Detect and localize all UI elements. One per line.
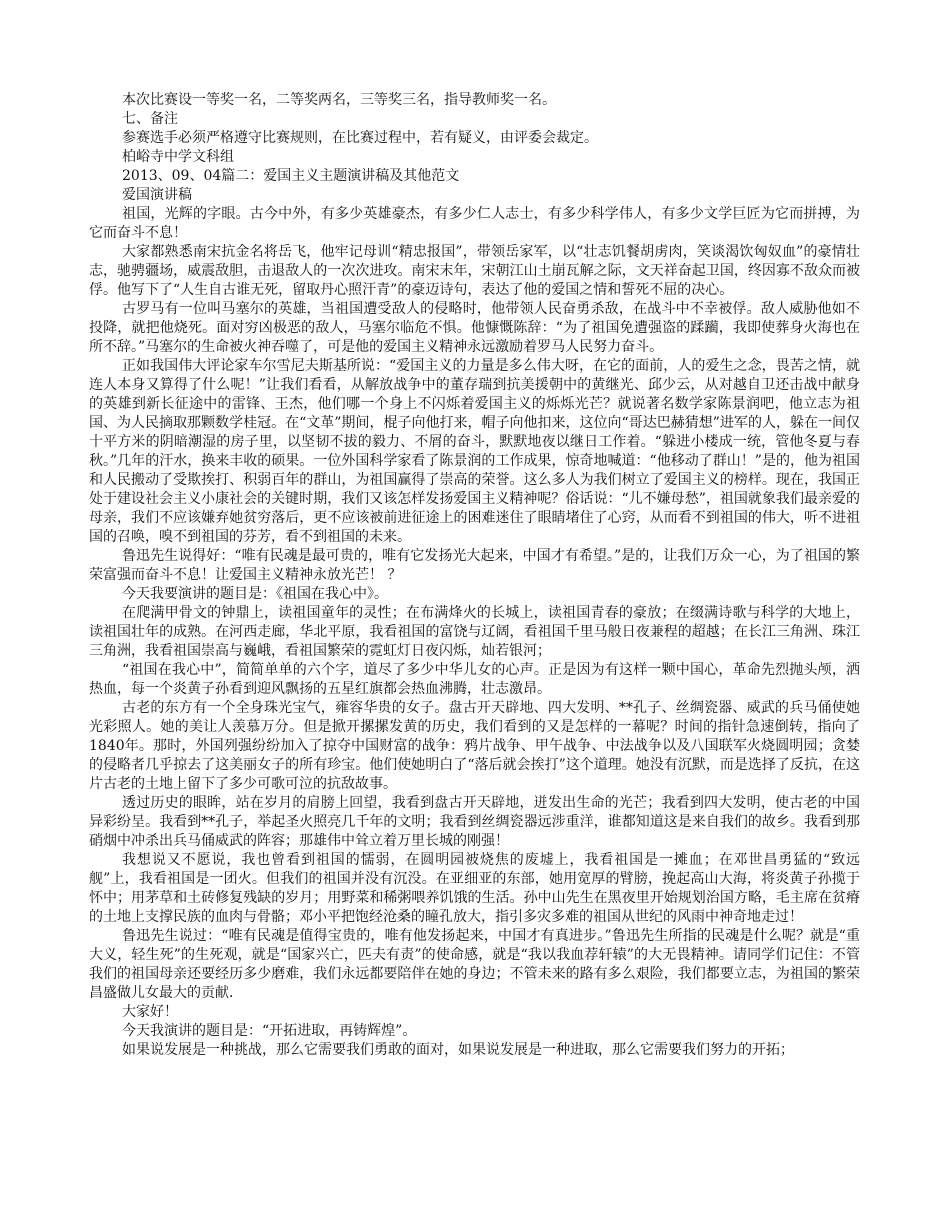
rules-line: 参赛选手必须严格遵守比赛规则，在比赛过程中，若有疑义，由评委会裁定。 [122,130,598,146]
paragraph: 正如我国伟大评论家车尔雪尼夫斯基所说：“爱国主义的力量是多么伟大呀，在它的面前，人的爱生之念，畏苦之情，就连人本身又算得了什么呢！”让我们看看，从解放战争中的董存瑞到抗美援朝中的黄继光、邱少云，从对越自卫还击战中献身的英雄到新长征途中的雷锋、王杰，他们哪一个身上不闪烁着爱国主义的烁烁光芒？就说著名数学家陈景润吧，他立志为祖国、为人民摘取那颗数学桂冠。在“文革”期间，棍子向他打来，帽子向他扣来，这位向“哥达巴赫猜想”进军的人，躲在一间仅十平方米的阴暗潮湿的房子里，以坚韧不拔的毅力、不屑的奋斗，默默地夜以继日工作着。“躲进小楼成一统，管他冬夏与春秋。”几年的汗水，换来丰收的硕果。一位外国科学家看了陈景润的工作成果，惊奇地喊道：“他移动了群山！”是的，他为祖国和人民搬动了受欺挨打、积弱百年的群山，为祖国赢得了崇高的荣誉。这么多人为我们树立了爱国主义的榜样。现在，我国正处于建设社会主义小康社会的关键时期，我们又该怎样发扬爱国主义精神呢？俗话说：“儿不嫌母愁”，祖国就象我们最亲爱的母亲，我们不应该嫌弃她贫穷落后，更不应该被前进征途上的困难迷住了眼睛堵住了心窍，从而看不到祖国的伟大，听不进祖国的召唤，嗅不到祖国的芬芳，看不到祖国的未来。 [89,358,860,545]
section-heading-remarks: 七、备注 [122,111,178,127]
paragraph: 在爬满甲骨文的钟鼎上，读祖国童年的灵性；在布满烽火的长城上，读祖国青春的豪放；在缀满诗歌与科学的大地上，读祖国壮年的成熟。在河西走廊，华北平原，我看祖国的富饶与辽阔，看祖国千里马般日夜兼程的超越；在长江三角洲、珠江三角洲，我看祖国崇高与巍峨，看祖国繁荣的霓虹灯日夜闪烁，灿若银河； [89,605,860,659]
date-and-part-title: 2013、09、04篇二：爱国主义主题演讲稿及其他范文 [122,168,460,184]
paragraph: 古老的东方有一个全身珠光宝气，雍容华贵的女子。盘古开天辟地、四大发明、**孔子、丝绸瓷器、威武的兵马俑使她光彩照人。她的美让人羡慕万分。但是掀开摞摞发黄的历史，我们看到的又是怎样的一幕呢？时间的指针急速倒转，指向了1840年。那时，外国列强纷纷加入了掠夺中国财富的战争：鸦片战争、甲午战争、中法战争以及八国联军火烧圆明园；贪婪的侵略者几乎掠去了这美丽女子的所有珍宝。他们使她明白了“落后就会挨打”这个道理。她没有沉默，而是选择了反抗，在这片古老的土地上留下了多少可歌可泣的抗敌故事。 [89,700,860,792]
paragraph: 祖国，光辉的字眼。古今中外，有多少英雄豪杰，有多少仁人志士，有多少科学伟人，有多少文学巨匠为它而拼搏，为它而奋斗不息！ [89,206,860,241]
paragraph: 透过历史的眼眸，站在岁月的肩膀上回望，我看到盘古开天辟地，迸发出生命的光芒；我看到四大发明，使古老的中国异彩纷呈。我看到**孔子，举起圣火照亮几千年的文明；我看到丝绸瓷器远涉重洋，谁都知道这是来自我们的故乡。我看到那硝烟中冲杀出兵马俑威武的阵容；那雄伟中耸立着万里长城的刚强！ [89,795,860,849]
paragraph: 古罗马有一位叫马塞尔的英雄，当祖国遭受敌人的侵略时，他带领人民奋勇杀敌，在战斗中不幸被俘。敌人威胁他如不投降，就把他烧死。面对穷凶极恶的敌人，马塞尔临危不惧。他慷慨陈辞：“为了祖国免遭强盗的蹂躏，我即使葬身火海也在所不辞。”马塞尔的生命被火神吞噬了，可是他的爱国主义精神永远激励着罗马人民努力奋斗。 [89,301,860,355]
paragraph: 今天我演讲的题目是：“开拓进取，再铸辉煌”。 [122,1023,417,1039]
award-line: 本次比赛设一等奖一名，二等奖两名，三等奖三名，指导教师奖一名。 [122,92,556,108]
paragraph: 如果说发展是一种挑战，那么它需要我们勇敢的面对，如果说发展是一种进取，那么它需要我们努力的开拓； [122,1042,794,1058]
paragraph: 今天我要演讲的题目是：《祖国在我心中》。 [122,586,388,602]
paragraph: 我想说又不愿说，我也曾看到祖国的懦弱，在圆明园被烧焦的废墟上，我看祖国是一摊血；在邓世昌勇猛的“致远舰”上，我看祖国是一团火。但我们的祖国并没有沉没。在亚细亚的东部，她用宽厚的臂膀，挽起高山大海，将炎黄子孙揽于怀中；用茅草和土砖修复残缺的岁月；用野菜和稀粥喂养饥饿的生活。孙中山先生在黑夜里开始规划治国方略，毛主席在贫瘠的土地上支撑民族的血肉与骨骼；邓小平把饱经沧桑的瞳孔放大，指引多灾多难的祖国从世纪的风雨中神奇地走过！ [89,852,860,925]
paragraph: 鲁迅先生说过：“唯有民魂是值得宝贵的，唯有他发扬起来，中国才有真进步。”鲁迅先生所指的民魂是什么呢？就是“重大义，轻生死”的生死观，就是“国家兴亡，匹夫有责”的使命感，就是“我以我血荐轩辕”的大无畏精神。请同学们记住：不管我们的祖国母亲还要经历多少磨难，我们永远都要陪伴在她的身边；不管未来的路有多么艰险，我们都要立志，为祖国的繁荣昌盛做儿女最大的贡献． [89,928,860,1001]
greeting-line: 大家好！ [122,1004,178,1020]
paragraph: 大家都熟悉南宋抗金名将岳飞，他牢记母训“精忠报国”，带领岳家军，以“壮志饥餐胡虏肉，笑谈渴饮匈奴血”的豪情壮志，驰骋疆场，威震敌胆，击退敌人的一次次进攻。南宋末年，宋朝江山土崩瓦解之际，文天祥奋起卫国，终因寡不敌众而被俘。他写下了“人生自古谁无死，留取丹心照汗青”的豪迈诗句，表达了他的爱国之情和誓死不屈的决心。 [89,244,860,298]
paragraph: “祖国在我心中”，简简单单的六个字，道尽了多少中华儿女的心声。正是因为有这样一颗中国心，革命先烈抛头颅，洒热血，每一个炎黄子孙看到迎风飘扬的五星红旗都会热血沸腾，壮志激昂。 [89,662,860,697]
speech-title: 爱国演讲稿 [122,187,192,203]
paragraph: 鲁迅先生说得好：“唯有民魂是最可贵的，唯有它发扬光大起来，中国才有希望。”是的，让我们万众一心，为了祖国的繁荣富强而奋斗不息！让爱国主义精神永放光芒！ ？ [89,548,860,583]
organizer-line: 柏峪寺中学文科组 [122,149,234,165]
